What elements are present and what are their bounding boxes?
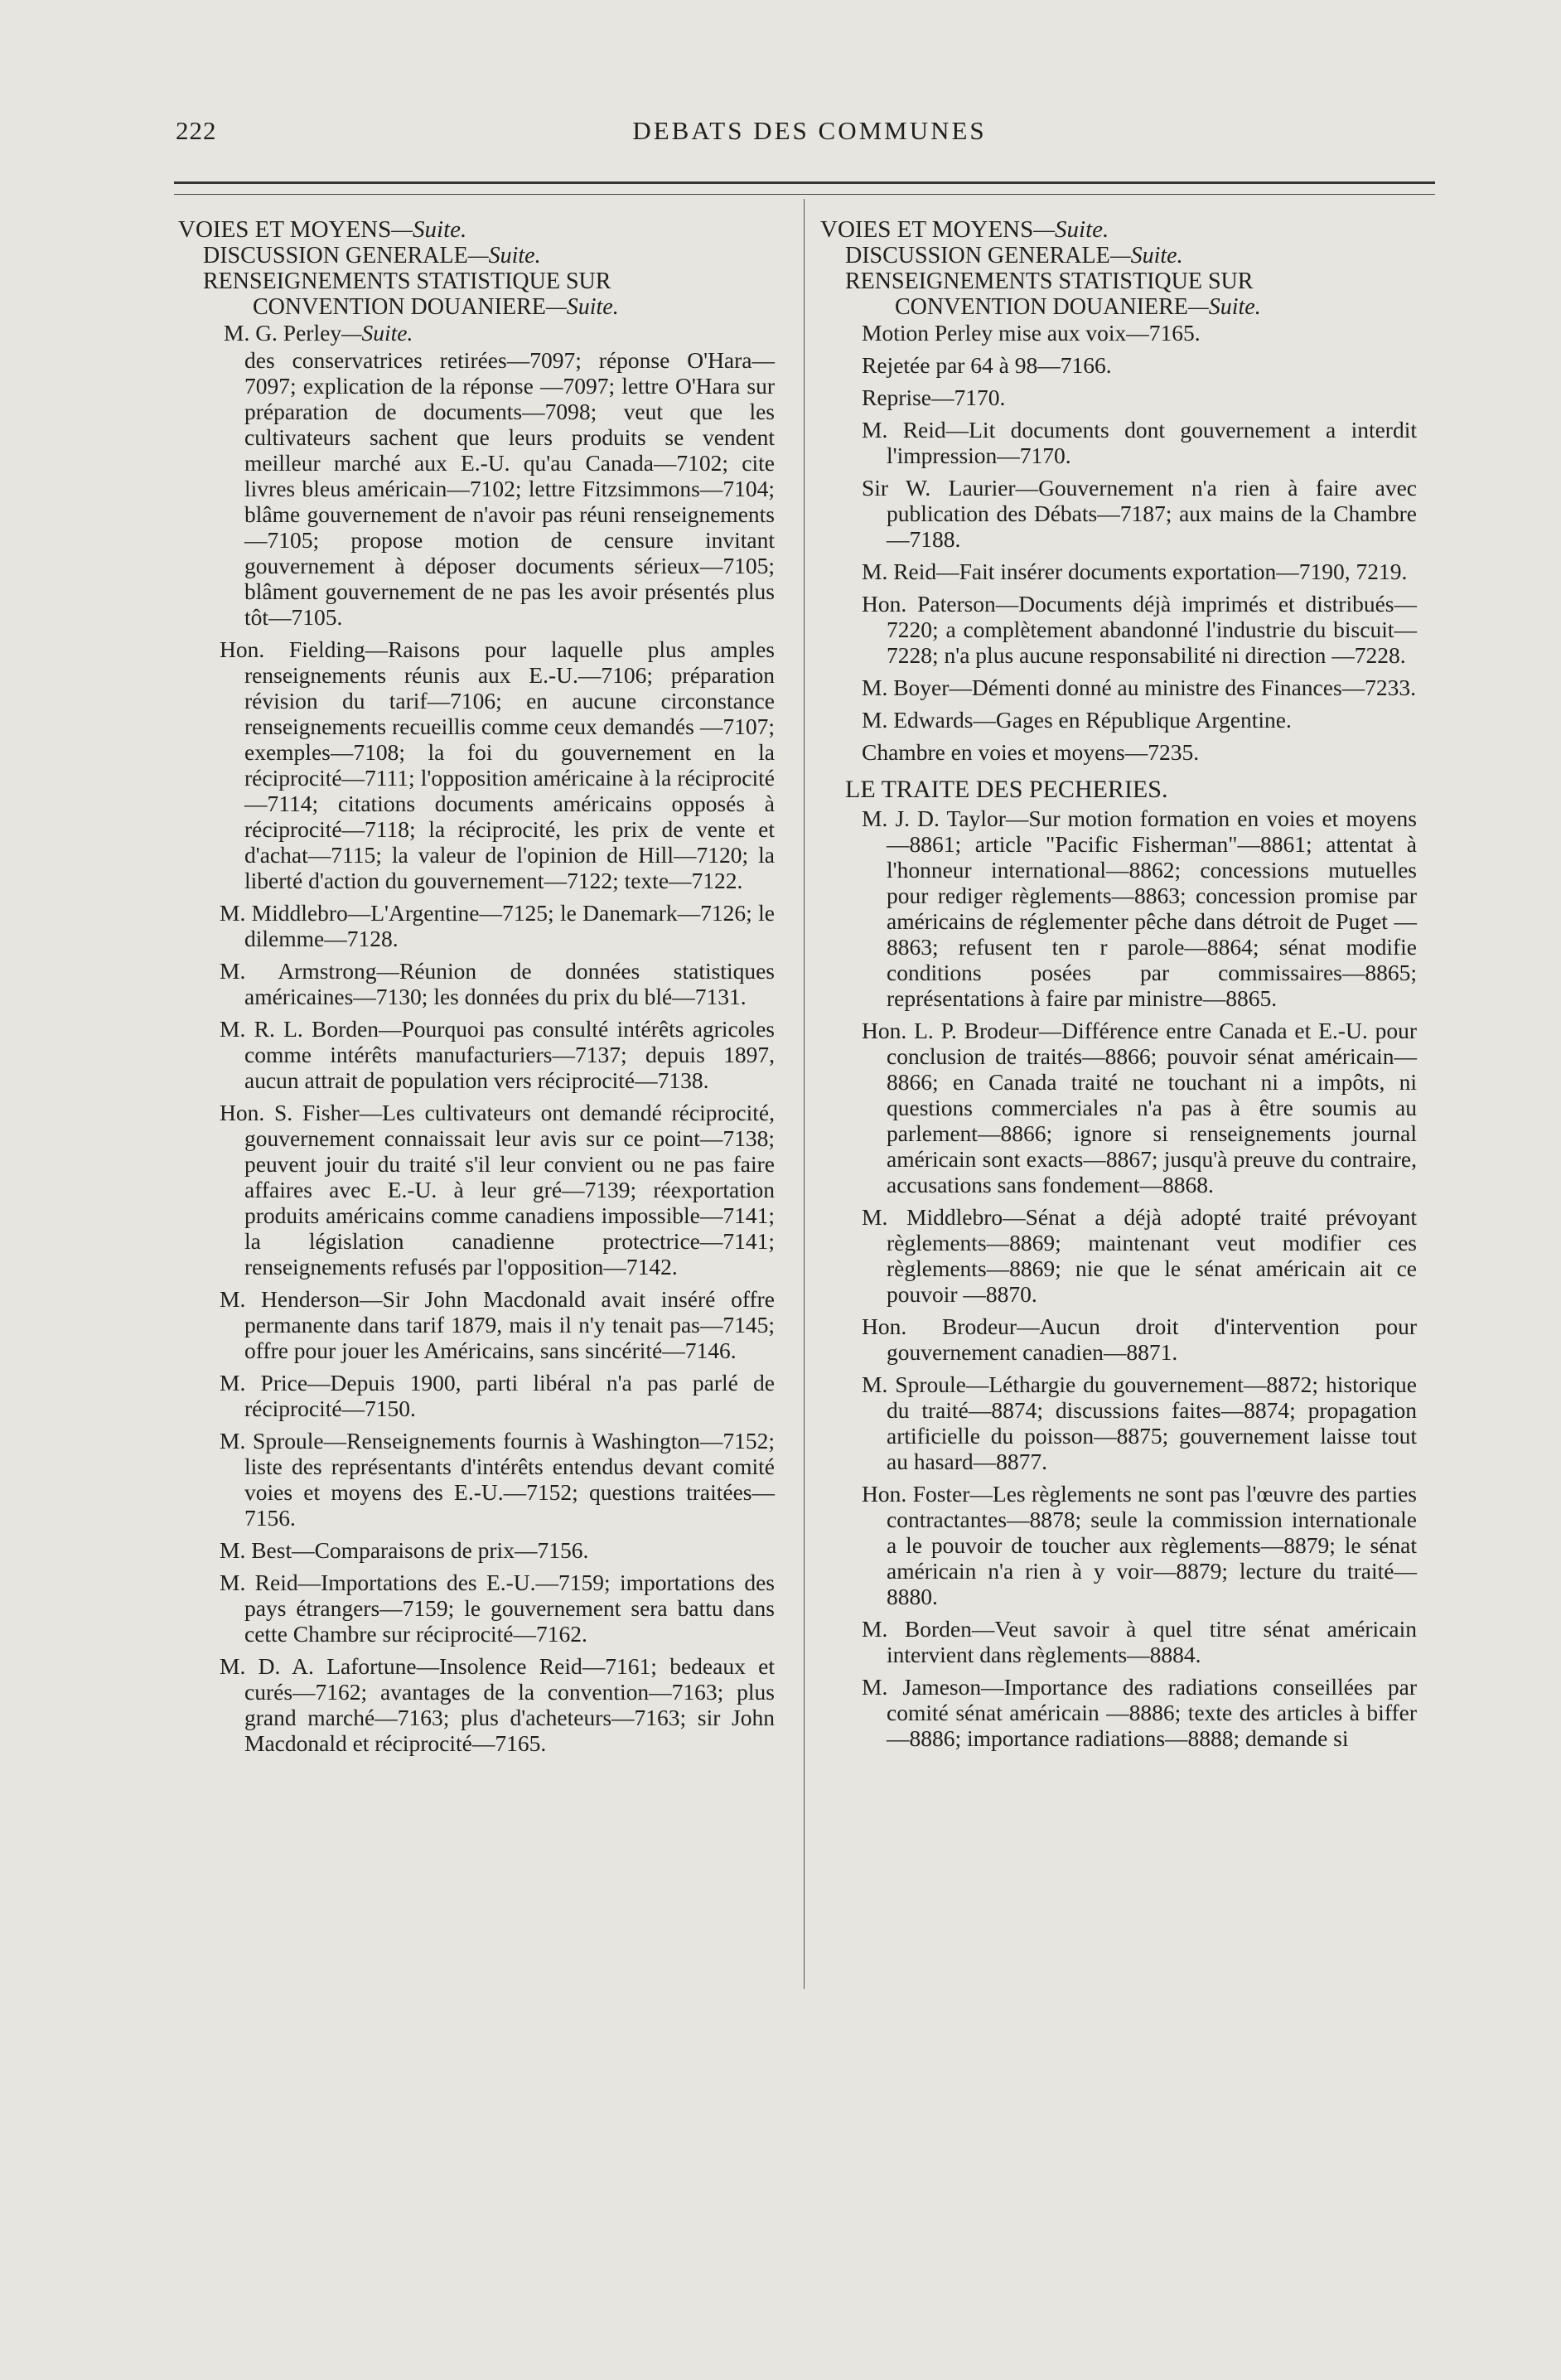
index-entry: M. D. A. Lafortune—Insolence Reid—7161; bedeaux et curés—7162; avantages de la convention—7163; plus grand marché—7163; plus d'acheteurs—7163; sir John Macdonald et réciprocité—7165. [220, 1653, 775, 1756]
header-rule-thin [174, 194, 1435, 195]
header-rule-thick [174, 181, 1435, 184]
index-entry: Rejetée par 64 à 98—7166. [862, 352, 1112, 378]
section-heading-traite-pecheries: LE TRAITE DES PECHERIES. [845, 776, 1168, 803]
index-entry: Reprise—7170. [862, 385, 1006, 410]
index-entry: M. Sproule—Léthargie du gouvernement—8872; historique du traité—8874; discussions faites—8874; propagation artificielle du poisson—8875; gouvernement laisse tout au hasard—8877. [862, 1371, 1417, 1474]
left-speaker-top: M. G. Perley—Suite. [224, 320, 413, 346]
page-number: 222 [176, 116, 217, 145]
index-entry: M. Sproule—Renseignements fournis à Washington—7152; liste des représentants d'intérêts entendus devant comité voies et moyens des E.-U.—7152; questions traitées—7156. [220, 1428, 775, 1531]
right-heading-voies: VOIES ET MOYENS—Suite. [820, 216, 1109, 243]
index-entry: M. R. L. Borden—Pourquoi pas consulté intérêts agricoles comme intérêts manufacturiers—7137; depuis 1897, aucun attrait de population vers réciprocité—7138. [220, 1016, 775, 1093]
index-entry: Hon. S. Fisher—Les cultivateurs ont demandé réciprocité, gouvernement connaissait leur avis sur ce point—7138; peuvent jouir du traité s'il leur convient ou ne pas faire affaires avec E.-U. à leur gré—7139; réexportation produits américains comme canadiens impossible—7141; la législation canadienne protectrice—7141; renseignements refusés par l'opposition—7142. [220, 1100, 775, 1279]
index-entry: Hon. Paterson—Documents déjà imprimés et distribués—7220; a complètement abandonné l'industrie du biscuit—7228; n'a plus aucune responsabilité ni direction —7228. [862, 591, 1417, 668]
index-entry: M. Middlebro—L'Argentine—7125; le Danemark—7126; le dilemme—7128. [220, 900, 775, 951]
left-heading-discussion: DISCUSSION GENERALE—Suite. [203, 243, 541, 268]
index-entry: M. J. D. Taylor—Sur motion formation en voies et moyens—8861; article "Pacific Fisherman"—8861; attentat à l'honneur international—8862; concessions mutuelles pour rediger règlements—8863; concession promise par américains de réglementer pêche dans détroit de Puget —8863; refusent ten r parole—8864; sénat modifie conditions posées par commissaires—8865; représentations à faire par ministre—8865. [862, 805, 1417, 1011]
column-divider [804, 199, 805, 1989]
index-entry: Hon. Brodeur—Aucun droit d'intervention pour gouvernement canadien—8871. [862, 1313, 1417, 1365]
index-entry: M. Edwards—Gages en République Argentine. [862, 707, 1292, 733]
index-entry: Sir W. Laurier—Gouvernement n'a rien à faire avec publication des Débats—7187; aux mains de la Chambre—7188. [862, 475, 1417, 552]
running-title: DEBATS DES COMMUNES [632, 116, 987, 145]
index-entry: des conservatrices retirées—7097; réponse O'Hara—7097; explication de la réponse —7097; lettre O'Hara sur préparation de documents—7098; veut que les cultivateurs sachent que leurs produits se vendent meilleur marché aux E.-U. qu'au Canada—7102; cite livres bleus américain—7102; lettre Fitzsimmons—7104; blâme gouvernement de n'avoir pas réuni renseignements—7105; propose motion de censure invitant gouvernement à déposer documents sérieux—7105; blâment gouvernement de ne pas les avoir présentés plus tôt—7105. [244, 347, 775, 630]
index-entry: M. Henderson—Sir John Macdonald avait inséré offre permanente dans tarif 1879, mais il n'y tenait pas—7145; offre pour jouer les Américains, sans sincérité—7146. [220, 1286, 775, 1363]
index-entry: M. Reid—Fait insérer documents exportation—7190, 7219. [862, 559, 1408, 584]
index-entry: M. Reid—Lit documents dont gouvernement a interdit l'impression—7170. [862, 417, 1417, 468]
index-entry: M. Price—Depuis 1900, parti libéral n'a pas parlé de réciprocité—7150. [220, 1370, 775, 1421]
index-entry: M. Best—Comparaisons de prix—7156. [220, 1537, 589, 1563]
index-entry: Motion Perley mise aux voix—7165. [862, 320, 1201, 346]
index-entry: M. Jameson—Importance des radiations conseillées par comité sénat américain —8886; texte des articles à biffer—8886; importance radiations—8888; demande si [862, 1674, 1417, 1751]
index-entry: M. Reid—Importations des E.-U.—7159; importations des pays étrangers—7159; le gouvernement sera battu dans cette Chambre sur réciprocité—7162. [220, 1570, 775, 1647]
left-heading-voies: VOIES ET MOYENS—Suite. [178, 216, 467, 243]
left-column [178, 217, 775, 1763]
left-heading-renseignements: RENSEIGNEMENTS STATISTIQUE SUR CONVENTION DOUANIERE—Suite. [203, 268, 619, 320]
index-entry: Hon. L. P. Brodeur—Différence entre Canada et E.-U. pour conclusion de traités—8866; pouvoir sénat américain—8866; en Canada traité ne touchant ni a impôts, ni questions commerciales n'a pas à être soumis au parlement—8866; ignore si renseignements journal américain sont exacts—8867; jusqu'à preuve du contraire, accusations sans fondement—8868. [862, 1018, 1417, 1197]
right-heading-discussion: DISCUSSION GENERALE—Suite. [845, 243, 1183, 268]
index-entry: Hon. Foster—Les règlements ne sont pas l'œuvre des parties contractantes—8878; seule la commission internationale a le pouvoir de toucher aux règlements—8879; le sénat américain n'a rien à y voir—8879; lecture du traité—8880. [862, 1481, 1417, 1609]
index-entry: M. Boyer—Démenti donné au ministre des Finances—7233. [862, 675, 1417, 700]
index-entry: Chambre en voies et moyens—7235. [862, 739, 1200, 765]
index-entry: M. Middlebro—Sénat a déjà adopté traité prévoyant règlements—8869; maintenant veut modifier ces règlements—8869; nie que le sénat américain ait ce pouvoir —8870. [862, 1204, 1417, 1307]
index-entry: Hon. Fielding—Raisons pour laquelle plus amples renseignements réunis aux E.-U.—7106; préparation révision du tarif—7106; en aucune circonstance renseignements recueillis comme ceux demandés —7107; exemples—7108; la foi du gouvernement en la réciprocité—7111; l'opposition américaine à la réciprocité—7114; citations documents américains opposés à réciprocité—7118; la réciprocité, les prix de vente et d'achat—7115; la valeur de l'opinion de Hill—7120; la liberté d'action du gouvernement—7122; texte—7122. [220, 636, 775, 893]
right-column [820, 217, 1417, 1758]
index-entry: M. Armstrong—Réunion de données statistiques américaines—7130; les données du prix du blé—7131. [220, 958, 775, 1009]
index-entry: M. Borden—Veut savoir à quel titre sénat américain intervient dans règlements—8884. [862, 1616, 1417, 1667]
right-heading-renseignements: RENSEIGNEMENTS STATISTIQUE SUR CONVENTION DOUANIERE—Suite. [845, 268, 1261, 320]
